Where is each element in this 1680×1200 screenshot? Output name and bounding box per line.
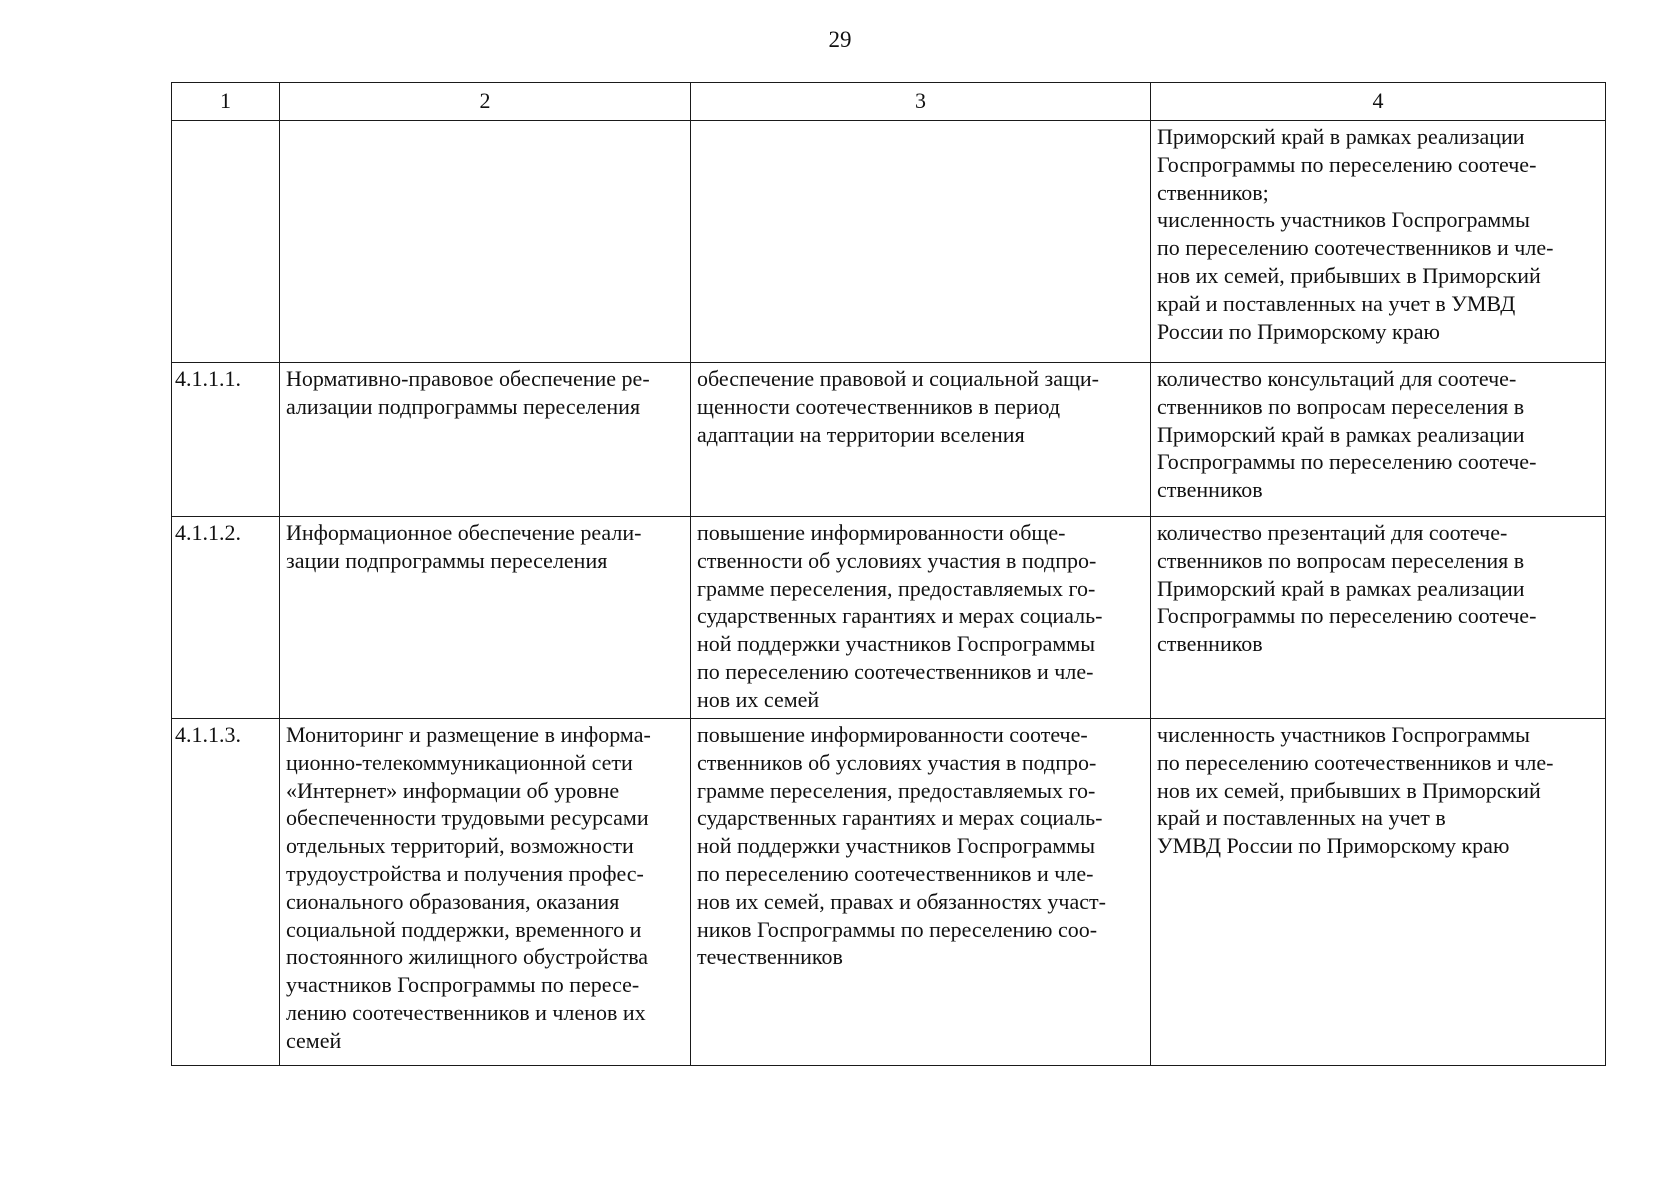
text-line: ственников об условиях участия в подпро- — [697, 749, 1097, 775]
text-line: нов их семей, прибывших в Приморский — [1157, 262, 1541, 288]
table-row-continuation — [172, 121, 1606, 363]
text-line: щенности соотечественников в период — [697, 393, 1061, 419]
text-line: трудоустройства и получения профес- — [286, 860, 644, 886]
text-line: сионального образования, оказания — [286, 888, 620, 914]
text-line: сударственных гарантиях и мерах социаль- — [697, 603, 1103, 629]
text-line: Приморский край в рамках реализации — [1157, 124, 1525, 149]
header-col-1: 1 — [172, 83, 280, 121]
cell-name — [280, 719, 691, 1066]
table-header-row — [172, 83, 1606, 121]
text-line: ной поддержки участников Госпрограммы — [697, 833, 1095, 859]
cell-num — [172, 121, 280, 363]
cell-result — [691, 719, 1151, 1066]
cell-indicator — [1151, 517, 1606, 719]
text-line: семей — [286, 1027, 342, 1053]
text-line: УМВД России по Приморскому краю — [1157, 833, 1510, 859]
cell-name — [280, 363, 691, 517]
text-line: нов их семей, правах и обязанностях участ- — [697, 888, 1106, 914]
cell-name — [280, 517, 691, 719]
cell-result — [691, 517, 1151, 719]
text-line: зации подпрограммы переселения — [286, 547, 608, 573]
text-line: Госпрограммы по переселению соотече- — [1157, 449, 1537, 475]
page-number: 29 — [828, 27, 852, 52]
text-line: адаптации на территории вселения — [697, 421, 1025, 447]
cell-num: 4.1.1.2. — [172, 517, 280, 719]
text-line: социальной поддержки, временного и — [286, 916, 642, 942]
cell-indicator — [1151, 363, 1606, 517]
cell-indicator — [1151, 121, 1606, 363]
text-line: Госпрограммы по переселению соотече- — [1157, 603, 1537, 629]
text-line: ственников — [1157, 477, 1263, 503]
text-line: грамме переселения, предоставляемых го- — [697, 777, 1096, 803]
text-line: отдельных территорий, возможности — [286, 833, 634, 859]
text-line: Нормативно-правовое обеспечение ре- — [286, 366, 650, 391]
text-line: участников Госпрограммы по пересе- — [286, 972, 640, 998]
text-line: повышение информированности соотече- — [697, 722, 1088, 747]
cell-result — [691, 363, 1151, 517]
text-line: ственности об условиях участия в подпро- — [697, 547, 1097, 573]
text-line: край и поставленных на учет в УМВД — [1157, 290, 1516, 316]
text-line: ственников; — [1157, 179, 1269, 205]
text-line: ственников по вопросам переселения в — [1157, 393, 1525, 419]
text-line: по переселению соотечественников и чле- — [697, 658, 1094, 684]
header-col-2: 2 — [280, 83, 691, 121]
text-line: количество консультаций для соотече- — [1157, 366, 1517, 391]
text-line: Госпрограммы по переселению соотече- — [1157, 151, 1537, 177]
text-line: грамме переселения, предоставляемых го- — [697, 575, 1096, 601]
text-line: ной поддержки участников Госпрограммы — [697, 631, 1095, 657]
text-line: России по Приморскому краю — [1157, 318, 1440, 344]
text-line: обеспеченности трудовыми ресурсами — [286, 805, 649, 831]
text-line: течественников — [697, 944, 843, 970]
text-line: Приморский край в рамках реализации — [1157, 421, 1525, 447]
cell-indicator — [1151, 719, 1606, 1066]
table-row — [172, 719, 1606, 1066]
cell-num: 4.1.1.1. — [172, 363, 280, 517]
text-line: ционно-телекоммуникационной сети — [286, 749, 633, 775]
text-line: повышение информированности обще- — [697, 520, 1066, 545]
text-line: сударственных гарантиях и мерах социаль- — [697, 805, 1103, 831]
text-line: количество презентаций для соотече- — [1157, 520, 1508, 545]
cell-name — [280, 121, 691, 363]
text-line: ственников — [1157, 631, 1263, 657]
text-line: постоянного жилищного обустройства — [286, 944, 649, 970]
text-line: нов их семей — [697, 686, 820, 712]
text-line: численность участников Госпрограммы — [1157, 207, 1530, 233]
text-line: нов их семей, прибывших в Приморский — [1157, 777, 1541, 803]
text-line: Информационное обеспечение реали- — [286, 520, 642, 545]
text-line: край и поставленных на учет в — [1157, 805, 1446, 831]
text-line: ализации подпрограммы переселения — [286, 393, 641, 419]
measures-table — [171, 82, 1606, 1066]
text-line: по переселению соотечественников и чле- — [1157, 235, 1554, 261]
text-line: лению соотечественников и членов их — [286, 999, 646, 1025]
text-line: Приморский край в рамках реализации — [1157, 575, 1525, 601]
text-line: ственников по вопросам переселения в — [1157, 547, 1525, 573]
text-line: «Интернет» информации об уровне — [286, 777, 620, 803]
header-col-3: 3 — [691, 83, 1151, 121]
text-line: Мониторинг и размещение в информа- — [286, 722, 651, 747]
text-line: по переселению соотечественников и чле- — [1157, 749, 1554, 775]
text-line: по переселению соотечественников и чле- — [697, 860, 1094, 886]
cell-result — [691, 121, 1151, 363]
text-line: ников Госпрограммы по переселению соо- — [697, 916, 1098, 942]
cell-num: 4.1.1.3. — [172, 719, 280, 1066]
table-row — [172, 363, 1606, 517]
text-line: обеспечение правовой и социальной защи- — [697, 366, 1099, 391]
table-row — [172, 517, 1606, 719]
text-line: численность участников Госпрограммы — [1157, 722, 1530, 747]
header-col-4: 4 — [1151, 83, 1606, 121]
